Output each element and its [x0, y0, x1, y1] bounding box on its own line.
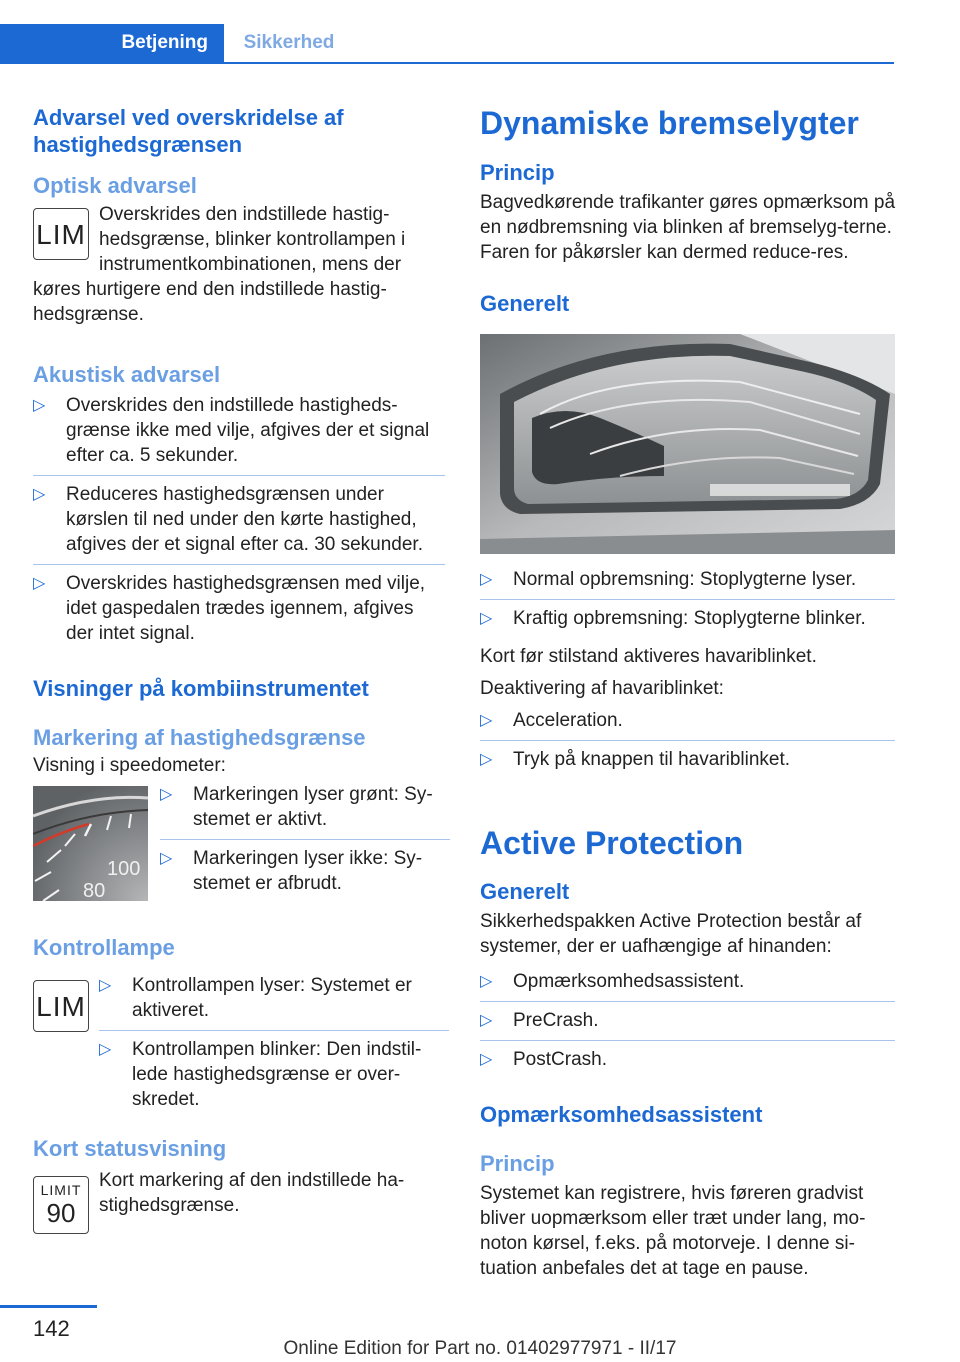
section-princip-2: Princip Systemet kan registrere, hvis føreren gradvist bliver uopmærksom eller træt under lang, mo-noton kørsel, f.eks. på motorveje. I denne si-tuation anbefales det at tage en pause. [480, 1150, 895, 1281]
heading-markering: Markering af hastighedsgrænse [33, 725, 366, 750]
ap-list [480, 969, 895, 1079]
list-item: ▷ Kontrollampen blinker: Den indstil-lede hastighedsgrænse er over-skredet. [99, 1039, 422, 1110]
list-item: ▷ Markeringen lyser grønt: Sy-stemet er aktivt. [160, 782, 450, 840]
lim-icon: LIM [33, 980, 89, 1032]
triangle-bullet-icon: ▷ [99, 977, 112, 994]
list-item: ▷ Markeringen lyser ikke: Sy-stemet er afbrudt. [160, 848, 423, 894]
tab-betjening[interactable]: Betjening [0, 24, 224, 62]
section-markering: Markering af hastighedsgrænse Visning i speedometer: 100 80 ▷ Markeringen lyser grønt: Sy-stemet er aktivt. ▷ Markeringen lyser ikke: Sy-stemet er afbrudt. [33, 724, 445, 906]
heading-active-protection: Active Protection [480, 825, 744, 861]
heading-kort-status: Kort statusvisning [33, 1136, 227, 1161]
chapter-tabs [0, 24, 894, 64]
speedometer-image [33, 786, 148, 901]
tail-light-image [480, 334, 895, 554]
triangle-bullet-icon: ▷ [480, 1012, 493, 1029]
triangle-bullet-icon: ▷ [33, 486, 46, 503]
brake-list [480, 567, 895, 638]
heading-kontrollampe: Kontrollampe [33, 935, 175, 960]
triangle-bullet-icon: ▷ [33, 575, 46, 592]
heading-dynamiske-bremselygter: Dynamiske bremselygter [480, 105, 859, 141]
list-item: ▷ Tryk på knappen til havariblinket. [480, 749, 791, 770]
heading-princip-2: Princip [480, 1151, 555, 1176]
limit-90-icon: LIMIT 90 [33, 1176, 89, 1234]
tab-sikkerhed[interactable]: Sikkerhed [243, 32, 335, 53]
list-item: ▷ Acceleration. [480, 708, 895, 741]
edition-note: Online Edition for Part no. 01402977971 - II/17 [283, 1338, 677, 1359]
triangle-bullet-icon: ▷ [480, 712, 493, 729]
triangle-bullet-icon: ▷ [160, 786, 173, 803]
gauge-label-80: 80 [83, 880, 106, 901]
list-item: ▷ Reduceres hastighedsgrænsen under kørslen til ned under den kørte hastighed, afgives der et signal efter ca. 30 sekunder. [33, 482, 445, 565]
list-item: ▷ Overskrides den indstillede hastigheds-grænse ikke med vilje, afgives der et signal efter ca. 5 sekunder. [33, 393, 445, 476]
gauge-label-100: 100 [107, 858, 141, 880]
triangle-bullet-icon: ▷ [480, 973, 493, 990]
markering-list [160, 782, 450, 903]
heading-generelt-ap: Generelt [480, 879, 570, 904]
triangle-bullet-icon: ▷ [480, 610, 493, 627]
section-princip: Princip Bagvedkørende trafikanter gøres opmærksom på en nødbremsning via blinken af bremselyg-terne. Faren for påkørsler kan dermed reduce-res. [480, 160, 896, 263]
section-optisk: Optisk advarsel LIM Overskrides den indstillede hastig- hedsgrænse, blinker kontrollampen i instrumentkombinationen, mens der køres hurtigere end den indstillede hastig- hedsgrænse. [33, 172, 445, 329]
triangle-bullet-icon: ▷ [480, 1051, 493, 1068]
heading-optisk: Optisk advarsel [33, 173, 197, 198]
heading-generelt: Generelt [480, 291, 570, 316]
triangle-bullet-icon: ▷ [33, 397, 46, 414]
list-item: ▷ PostCrash. [480, 1049, 607, 1070]
list-item: ▷ Overskrides hastighedsgrænsen med vilje, idet gaspedalen trædes igennem, afgives der intet signal. [33, 573, 426, 644]
section-akustisk [33, 361, 445, 653]
list-item: ▷ Normal opbremsning: Stoplygterne lyser. [480, 567, 895, 600]
section-kort-status: Kort statusvisning LIMIT 90 Kort markering af den indstillede ha- stighedsgrænse. [33, 1135, 445, 1248]
triangle-bullet-icon: ▷ [480, 571, 493, 588]
list-item: ▷ Kraftig opbremsning: Stoplygterne blinker. [480, 608, 866, 629]
lim-icon: LIM [33, 208, 89, 260]
section-generelt-ap: Generelt Sikkerhedspakken Active Protection består af systemer, der er uafhængige af hinanden: ▷ Opmærksomhedsassistent. ▷ PreCrash. ▷ PostCrash. [480, 878, 895, 1079]
heading-akustisk: Akustisk advarsel [33, 362, 221, 387]
list-item: ▷ Kontrollampen lyser: Systemet er aktiveret. [99, 973, 449, 1031]
heading-visninger: Visninger på kombiinstrumentet [33, 676, 369, 701]
section-kontrollampe [33, 934, 445, 1113]
list-item: ▷ Opmærksomhedsassistent. [480, 969, 895, 1002]
right-column: Dynamiske bremselygter Princip Bagvedkørende trafikanter gøres opmærksom på en nødbremsning via blinken af bremselyg-terne. Faren for påkørsler kan dermed reduce-res. Generelt ▷ Normal opbremsning: Stoplygterne lyser. ▷ Kraftig opbremsning: Stoplygterne blinker. Kort før stilstand aktiveres havariblinket. Deaktivering af havariblinket: ▷ Acceleration. ▷ Tryk på knappen til havariblinket. Active Protection Generelt Sikkerhedspakken Active Protection består af systemer, der er uafhængige af hinanden: ▷ Opmærksomhedsassistent. ▷ PreCrash. ▷ PostCrash. Opmærksomhedsassistent Princip Systemet kan registrere, hvis føreren gradvist bliver uopmærksom eller træt under lang, mo-noton kørsel, f.eks. på motorveje. I denne si-tuation anbefales det at tage en pause. [480, 105, 896, 1279]
footer-rule [0, 1305, 97, 1308]
triangle-bullet-icon: ▷ [99, 1041, 112, 1058]
akustisk-list [33, 393, 445, 653]
triangle-bullet-icon: ▷ [160, 850, 173, 867]
page-number: 142 [33, 1316, 70, 1341]
heading-speed-warning: Advarsel ved overskridelse af hastighedsgrænsen [33, 105, 344, 157]
left-column [33, 104, 445, 1248]
triangle-bullet-icon: ▷ [480, 751, 493, 768]
heading-princip: Princip [480, 160, 555, 185]
heading-opmaerksomhedsassistent: Opmærksomhedsassistent [480, 1102, 763, 1127]
kontrollampe-list [99, 973, 449, 1119]
list-item: ▷ PreCrash. [480, 1008, 895, 1041]
deakt-list [480, 708, 895, 779]
